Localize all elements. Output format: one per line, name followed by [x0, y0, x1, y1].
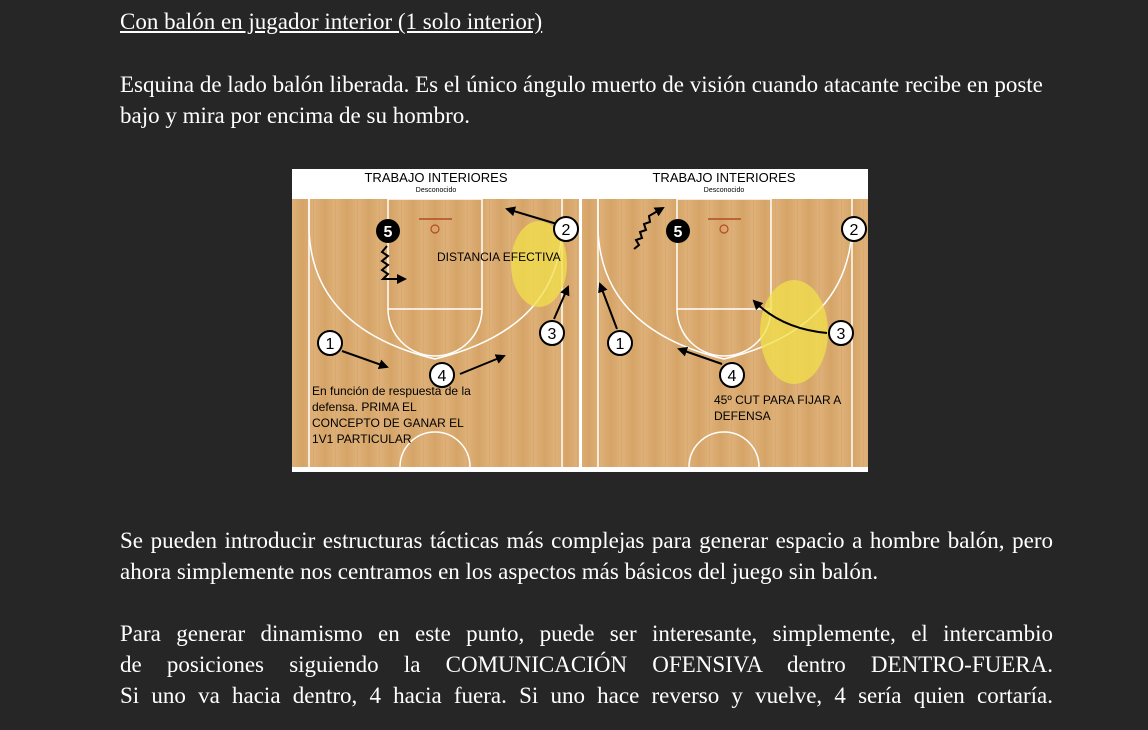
- player-4-right: [720, 363, 744, 387]
- right-court-diagram: [582, 170, 868, 467]
- player-3-right: [829, 321, 853, 345]
- player-1-right: [608, 331, 632, 355]
- left-diagram-subtitle: Desconocido: [415, 187, 457, 194]
- left-court-diagram: [292, 170, 579, 467]
- svg-text:2: 2: [849, 222, 859, 239]
- player-1-left: [318, 331, 342, 355]
- svg-text:5: 5: [673, 224, 683, 241]
- svg-text:45º CUT PARA FIJAR A: 45º CUT PARA FIJAR A: [714, 393, 842, 407]
- player-2-right: [842, 217, 866, 241]
- player-5-right: [666, 219, 690, 243]
- dynamism-paragraph: [120, 618, 1053, 711]
- right-diagram-subtitle: Desconocido: [703, 187, 745, 194]
- svg-text:3: 3: [836, 326, 846, 343]
- svg-text:1: 1: [325, 336, 335, 353]
- dynamism-line-2: de posiciones siguiendo la COMUNICACIÓN OFENSIVA dentro DENTRO-FUERA.: [120, 652, 1053, 677]
- svg-text:3: 3: [547, 326, 557, 343]
- player-3-left: [540, 321, 564, 345]
- svg-text:CONCEPTO DE GANAR EL: CONCEPTO DE GANAR EL: [312, 416, 464, 430]
- right-diagram-title: TRABAJO INTERIORES: [652, 170, 796, 185]
- player-2-left: [554, 217, 578, 241]
- svg-text:4: 4: [727, 368, 737, 385]
- svg-text:2: 2: [561, 222, 571, 239]
- structures-paragraph: Se pueden introducir estructuras tácticas más complejas para generar espacio a hombre balón, pero ahora simplemente nos centramos en los aspectos más básicos del juego sin balón.: [120, 528, 1053, 584]
- dynamism-line-3: Si uno va hacia dentro, 4 hacia fuera. Si uno hace reverso y vuelve, 4 sería quien cortaría.: [120, 683, 1053, 708]
- section-heading: Con balón en jugador interior (1 solo interior): [120, 9, 543, 34]
- intro-paragraph: Esquina de lado balón liberada. Es el único ángulo muerto de visión cuando atacante recibe en poste bajo y mira por encima de su hombro.: [120, 72, 1043, 128]
- left-diagram-title: TRABAJO INTERIORES: [364, 170, 508, 185]
- player-5-left: [376, 219, 400, 243]
- svg-text:4: 4: [437, 368, 447, 385]
- svg-text:DEFENSA: DEFENSA: [714, 409, 771, 423]
- svg-text:En función de respuesta de la: En función de respuesta de la: [312, 384, 471, 398]
- svg-text:5: 5: [383, 224, 393, 241]
- svg-text:1V1 PARTICULAR: 1V1 PARTICULAR: [312, 432, 412, 446]
- distance-label: DISTANCIA EFECTIVA: [437, 250, 561, 264]
- court-diagrams-figure: [292, 169, 868, 472]
- dynamism-line-1: Para generar dinamismo en este punto, puede ser interesante, simplemente, el intercambio: [120, 621, 1053, 646]
- svg-text:1: 1: [615, 336, 625, 353]
- svg-text:defensa. PRIMA EL: defensa. PRIMA EL: [312, 400, 417, 414]
